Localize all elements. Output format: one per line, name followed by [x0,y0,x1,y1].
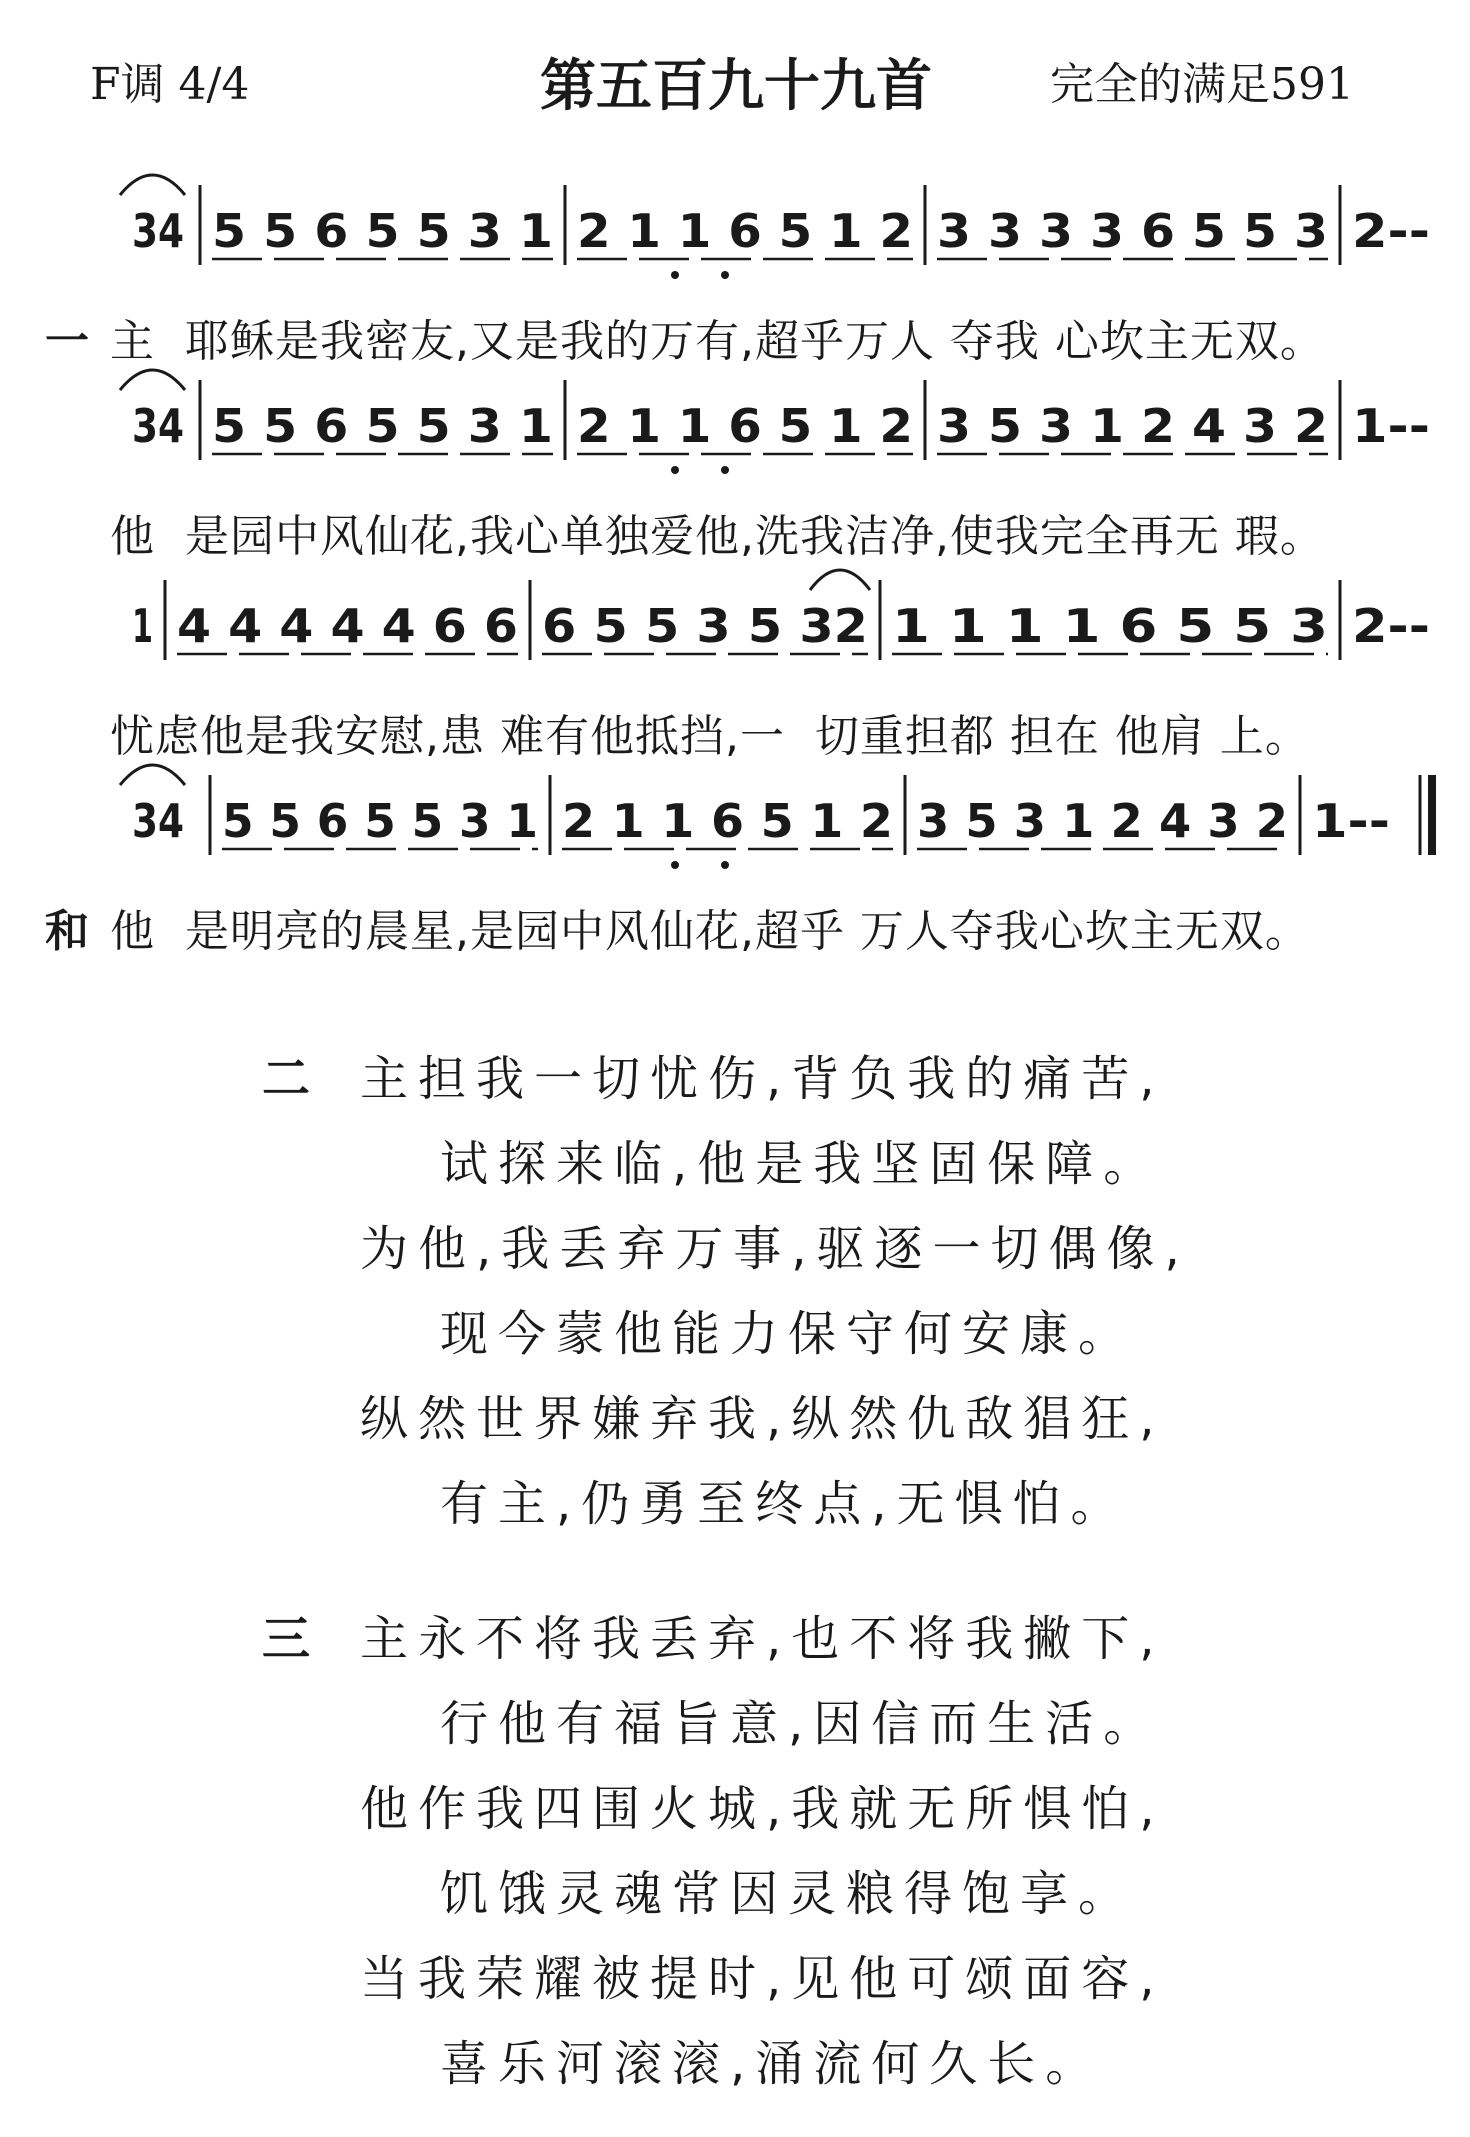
octave-dot [721,861,729,869]
notation-svg [0,745,1470,885]
octave-dot [671,271,679,279]
note-group: 5 5 6 5 5 3 1 [212,399,553,453]
verse-line: 试探来临,他是我坚固保障。 [440,1136,1162,1192]
note-group: 2-- [1352,599,1430,653]
octave-dot [671,466,679,474]
lyric-line: 他 是明亮的晨星,是园中风仙花,超乎 万人夺我心坎主无双。 [110,906,1310,957]
note-group: 2-- [1352,204,1430,258]
notation-svg [0,155,1470,295]
verse-number: 二 [262,1051,321,1107]
octave-dot [671,861,679,869]
hymn-title: 第五百九十九首 [540,54,932,119]
note-group: 5 5 6 5 5 3 1 [222,794,538,848]
verse-line: 他作我四围火城,我就无所惧怕, [360,1781,1165,1837]
lyric-line: 主 耶稣是我密友,又是我的万有,超乎万人 夺我 心坎主无双。 [110,316,1325,367]
key-signature: F调 4/4 [90,59,250,110]
score-system [0,745,1470,885]
notation-svg [0,550,1470,690]
verse-line: 纵然世界嫌弃我,纵然仇敌猖狂, [360,1391,1165,1447]
note-group: 2 1 1 6 5 1 2 [562,794,893,848]
note-group: 1 [132,599,153,653]
note-group: 34 [132,204,184,258]
octave-dot [721,271,729,279]
note-group: 2 1 1 6 5 1 2 [577,399,913,453]
notation-svg [0,350,1470,490]
lyric-line: 他 是园中风仙花,我心单独爱他,洗我洁净,使我完全再无 瑕。 [110,511,1325,562]
note-group: 3 3 3 3 6 5 5 3 [937,204,1328,258]
verse-line: 主担我一切忧伤,背负我的痛苦, [360,1051,1165,1107]
verse-line: 有主,仍勇至终点,无惧怕。 [440,1476,1129,1532]
note-group: 34 [132,399,184,453]
note-group: 1-- [1352,399,1430,453]
verse-number: 三 [262,1611,321,1667]
verse-line: 现今蒙他能力保守何安康。 [440,1306,1137,1362]
verse-line: 喜乐河滚滚,涌流何久长。 [440,2036,1104,2092]
note-group: 3 5 3 1 2 4 3 2 [937,399,1328,453]
note-group: 1 1 1 1 6 5 5 3 [892,599,1328,653]
lyric-line: 忧虑他是我安慰,患 难有他抵挡,一 切重担都 担在 他肩 上。 [110,711,1310,762]
score-system [0,155,1470,295]
score-system [0,550,1470,690]
verse-label: 和 [45,906,89,957]
note-group: 2 1 1 6 5 1 2 [577,204,913,258]
verse-line: 主永不将我丢弃,也不将我撇下, [360,1611,1165,1667]
verse-label: 一 [45,316,89,367]
verse-line: 饥饿灵魂常因灵粮得饱享。 [440,1866,1137,1922]
slur [120,765,185,785]
note-group: 6 5 5 3 5 32 [542,599,868,653]
hymn-subtitle: 完全的满足591 [1050,59,1354,110]
verse-line: 当我荣耀被提时,见他可颂面容, [360,1951,1165,2007]
note-group: 3 5 3 1 2 4 3 2 [917,794,1288,848]
note-group: 5 5 6 5 5 3 1 [212,204,553,258]
slur [810,570,870,590]
slur [120,370,185,390]
note-group: 4 4 4 4 4 6 6 [177,599,518,653]
note-group: 34 [132,794,184,848]
verse-line: 为他,我丢弃万事,驱逐一切偶像, [360,1221,1190,1277]
octave-dot [721,466,729,474]
note-group: 1-- [1312,794,1390,848]
verse-line: 行他有福旨意,因信而生活。 [440,1696,1162,1752]
score-system [0,350,1470,490]
slur [120,175,185,195]
